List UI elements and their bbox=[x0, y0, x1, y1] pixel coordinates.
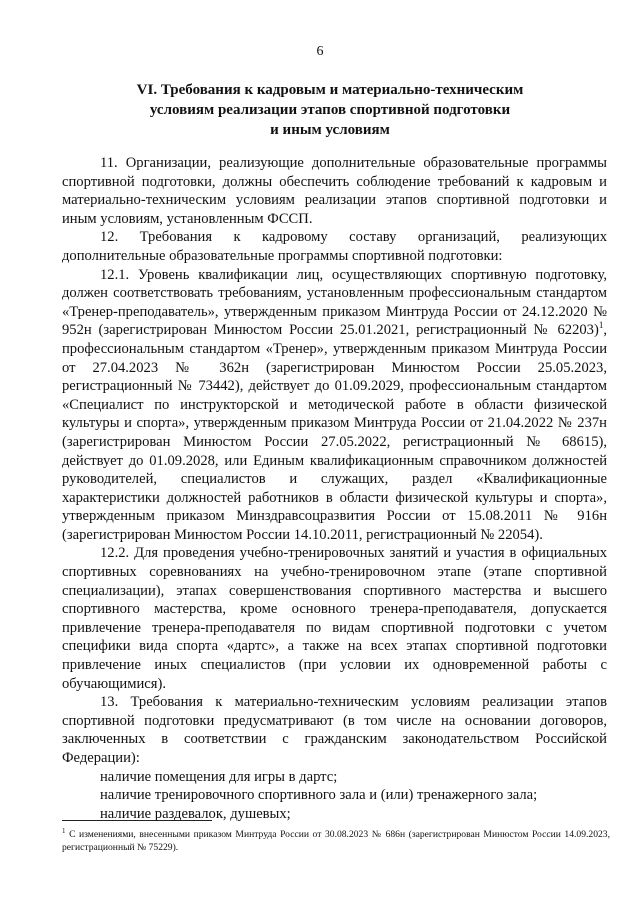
document-body bbox=[62, 154, 607, 823]
list-item: наличие тренировочного спортивного зала и (или) тренажерного зала; bbox=[100, 787, 538, 804]
section-heading-line-1: VI. Требования к кадровым и материально-техническим bbox=[136, 82, 524, 98]
paragraph-12: 12. Требования к кадровому составу организаций, реализующих дополнительные образовательные программы спортивной подготовки: bbox=[62, 229, 607, 264]
footnote-reference: 1 bbox=[598, 320, 604, 331]
paragraph-12-1 bbox=[62, 266, 607, 545]
page-number: 6 bbox=[316, 44, 324, 59]
paragraph-12-1-part-b: , профессиональным стандартом «Тренер», утвержденным приказом Минтруда России от 27.04.2023 № 362н (зарегистрирован Минюстом России 25.05.2023, регистрационный № 73442), действует до 01.09.2029, профессиональным стандартом «Специалист по инструкторской и методической работе в области физической культуры и спорта», утвержденным приказом Минтруда России от 21.04.2022 № 237н (зарегистрирован Минюстом России 27.05.2022, регистрационный № 68615), действует до 01.09.2028, или Единым квалификационным справочником должностей руководителей, специалистов и служащих, раздел «Квалификационные характеристики должностей работников в области физической культуры и спорта», утвержденным приказом Минздравсоцразвития России от 15.08.2011 № 916н (зарегистрирован Минюстом России 14.10.2011, регистрационный № 22054). bbox=[62, 322, 607, 543]
list-item: наличие раздевалок, душевых; bbox=[100, 805, 291, 822]
section-heading bbox=[60, 80, 600, 140]
footnote-divider bbox=[62, 820, 212, 821]
footnote-mark: 1 bbox=[62, 826, 66, 835]
list-item: наличие помещения для игры в дартс; bbox=[100, 768, 338, 785]
paragraph-13: 13. Требования к материально-техническим условиям реализации этапов спортивной подготовки предусматривают (в том числе на основании договоров, заключенных в соответствии с гражданским законодательством Российской Федерации): bbox=[62, 694, 607, 766]
section-heading-line-2: условиям реализации этапов спортивной подготовки bbox=[149, 102, 511, 118]
section-heading-line-3: и иным условиям bbox=[270, 122, 390, 138]
paragraph-11: 11. Организации, реализующие дополнительные образовательные программы спортивной подготовки, должны обеспечить соблюдение требований к кадровым и материально-техническим условиям реализации этапов спортивной подготовки и иным условиям, установленным ФССП. bbox=[62, 155, 607, 227]
footnote bbox=[62, 828, 610, 854]
paragraph-12-2: 12.2. Для проведения учебно-тренировочных занятий и участия в официальных спортивных соревнованиях на учебно-тренировочном этапе (этапе спортивной специализации), этапах совершенствования спортивного мастерства и высшего спортивного мастерства, кроме основного тренера-преподавателя, допускается привлечение тренера-преподавателя по видам спортивной подготовки с учетом специфики вида спорта «дартс», а также на всех этапах спортивной подготовки привлечение иных специалистов (при условии их одновременной работы с обучающимися). bbox=[62, 545, 607, 692]
footnote-text: С изменениями, внесенными приказом Минтруда России от 30.08.2023 № 686н (зарегистрирован Минюстом России 14.09.2023, регистрационный № 75229). bbox=[62, 829, 610, 853]
paragraph-12-1-part-a: 12.1. Уровень квалификации лиц, осуществляющих спортивную подготовку, должен соответствовать требованиям, установленным профессиональным стандартом «Тренер-преподаватель», утвержденным приказом Минтруда России от 24.12.2020 № 952н (зарегистрирован Минюстом России 25.01.2021, регистрационный № 62203) bbox=[62, 266, 607, 339]
